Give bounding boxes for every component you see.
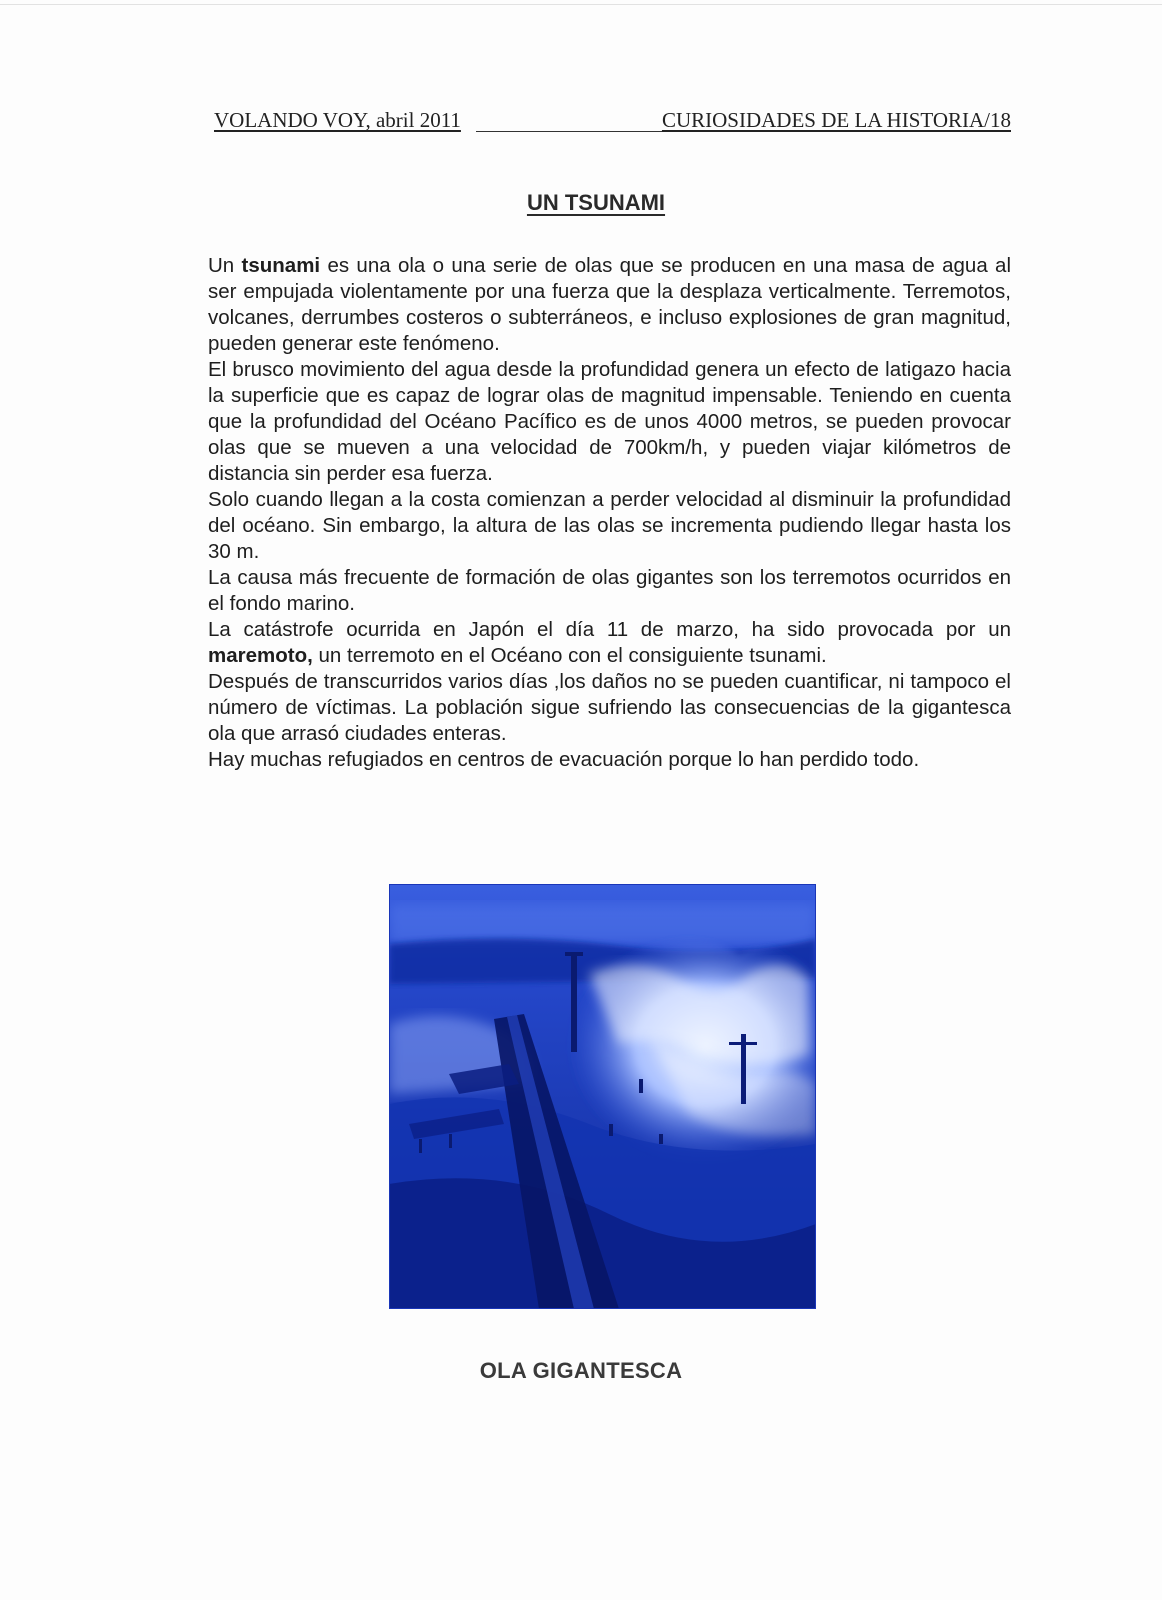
article-title: UN TSUNAMI: [526, 190, 666, 215]
term-maremoto: maremoto,: [208, 644, 313, 667]
paragraph-1-rest: es una ola o una serie de olas que se producen en una masa de agua al ser empujada violentamente por una fuerza que la desplaza verticalmente. Terremotos, volcanes, derrumbes costeros o subterráneos, e incluso explosiones de gran magnitud, pueden generar este fenómeno.: [208, 254, 1011, 355]
scan-edge-line: [0, 4, 1162, 5]
header-section: CURIOSIDADES DE LA HISTORIA/18: [661, 108, 1011, 132]
paragraph-7: Hay muchas refugiados en centros de evacuación porque lo han perdido todo.: [208, 748, 920, 771]
paragraph-6: Después de transcurridos varios días ,los daños no se pueden cuantificar, ni tampoco el número de víctimas. La población sigue sufriendo las consecuencias de la gigantesca ola que arrasó ciudades enteras.: [208, 670, 1011, 745]
paragraph-2: El brusco movimiento del agua desde la profundidad genera un efecto de latigazo hacia la superficie que es capaz de lograr olas de magnitud impensable. Teniendo en cuenta que la profundidad del Océano Pacífico es de unos 4000 metros, se pueden provocar olas que se mueven a una velocidad de 700km/h, y pueden viajar kilómetros de distancia sin perder esa fuerza.: [208, 358, 1011, 485]
term-tsunami: tsunami: [241, 254, 321, 277]
tsunami-wave-photo-icon: [389, 884, 816, 1309]
photo-caption: OLA GIGANTESCA: [479, 1358, 683, 1383]
article-title-wrap: [0, 190, 1162, 216]
paragraph-5: [208, 617, 1011, 669]
paragraph-5-rest: un terremoto en el Océano con el consiguiente tsunami.: [312, 644, 827, 667]
header-publication: VOLANDO VOY, abril 2011: [214, 108, 461, 132]
paragraph-1-lead: Un: [208, 254, 242, 277]
paragraph-4: La causa más frecuente de formación de olas gigantes son los terremotos ocurridos en el fondo marino.: [208, 566, 1011, 615]
photo-caption-wrap: [0, 1358, 1162, 1384]
article-body: [208, 253, 1011, 773]
page-header: [214, 108, 1011, 138]
tsunami-photo: [389, 884, 816, 1309]
paragraph-1: [208, 253, 1011, 357]
paragraph-3: Solo cuando llegan a la costa comienzan a perder velocidad al disminuir la profundidad del océano. Sin embargo, la altura de las olas se incrementa pudiendo llegar hasta los 30 m.: [208, 488, 1011, 563]
paragraph-5-lead: La catástrofe ocurrida en Japón el día 11 de marzo, ha sido provocada por un: [208, 618, 1011, 641]
